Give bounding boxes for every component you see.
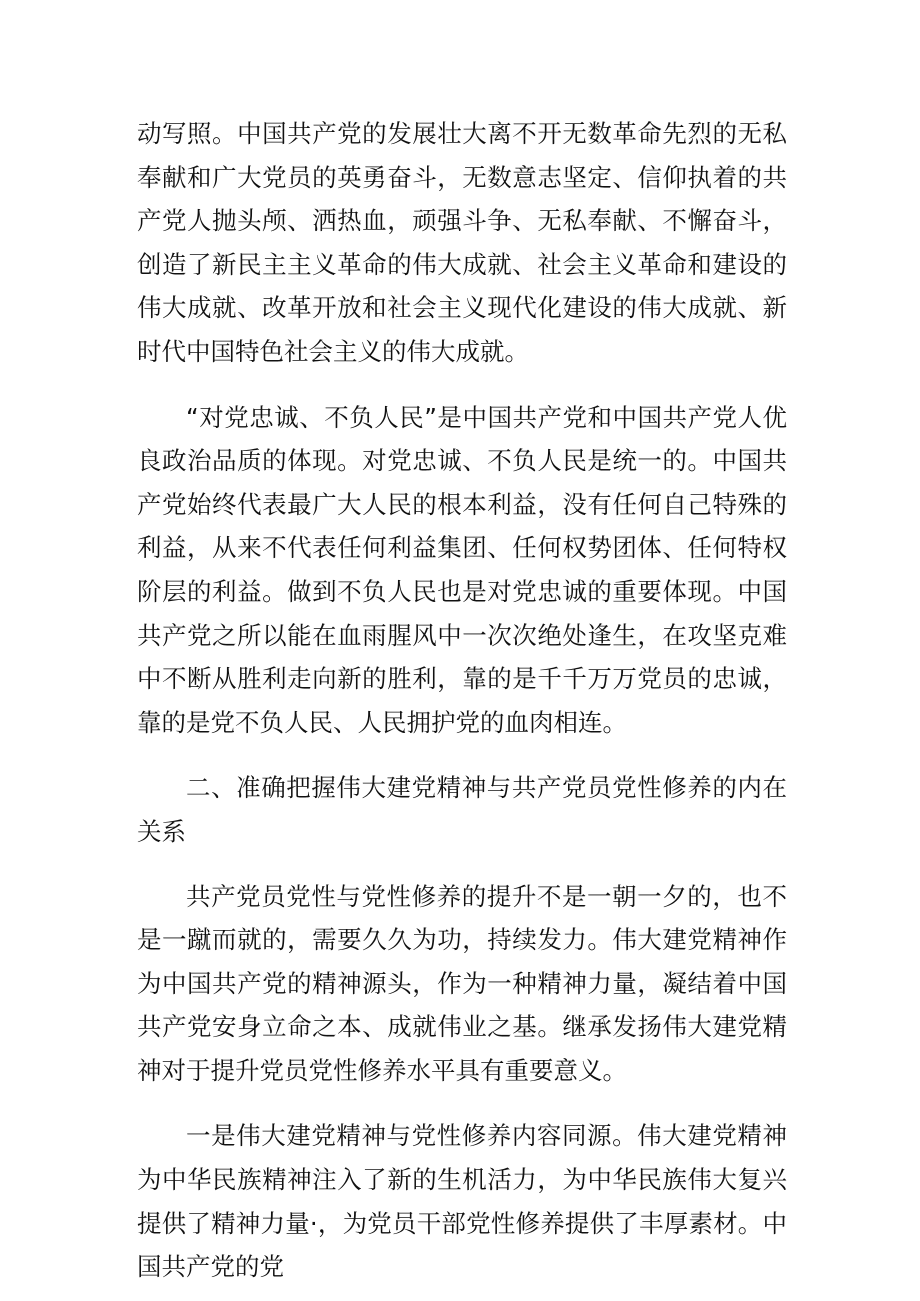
paragraph-4: 一是伟大建党精神与党性修养内容同源。伟大建党精神为中华民族精神注入了新的生机活力，为中华民族伟大复兴提供了精神力量·，为党员干部党性修养提供了丰厚素材。中国共产党的党 — [137, 1121, 787, 1282]
document-body — [137, 112, 787, 1289]
paragraph-1: 动写照。中国共产党的发展壮大离不开无数革命先烈的无私奉献和广大党员的英勇奋斗，无数意志坚定、信仰执着的共产党人抛头颅、洒热血，顽强斗争、无私奉献、不懈奋斗，创造了新民主主义革命的伟大成就、社会主义革命和建设的伟大成就、改革开放和社会主义现代化建设的伟大成就、新时代中国特色社会主义的伟大成就。 — [137, 119, 787, 366]
paragraph-2: “对党忠诚、不负人民”是中国共产党和中国共产党人优良政治品质的体现。对党忠诚、不负人民是统一的。中国共产党始终代表最广大人民的根本利益，没有任何自己特殊的利益，从来不代表任何利益集团、任何权势团体、任何特权阶层的利益。做到不负人民也是对党忠诚的重要体现。中国共产党之所以能在血雨腥风中一次次绝处逢生，在攻坚克难中不断从胜利走向新的胜利，靠的是千千万万党员的忠诚，靠的是党不负人民、人民拥护党的血肉相连。 — [137, 402, 787, 737]
paragraph-3: 共产党员党性与党性修养的提升不是一朝一夕的，也不是一蹴而就的，需要久久为功，持续发力。伟大建党精神作为中国共产党的精神源头，作为一种精神力量，凝结着中国共产党安身立命之本、成就伟业之基。继承发扬伟大建党精神对于提升党员党性修养水平具有重要意义。 — [137, 881, 787, 1085]
section-heading: 二、准确把握伟大建党精神与共产党员党性修养的内在关系 — [137, 773, 787, 846]
